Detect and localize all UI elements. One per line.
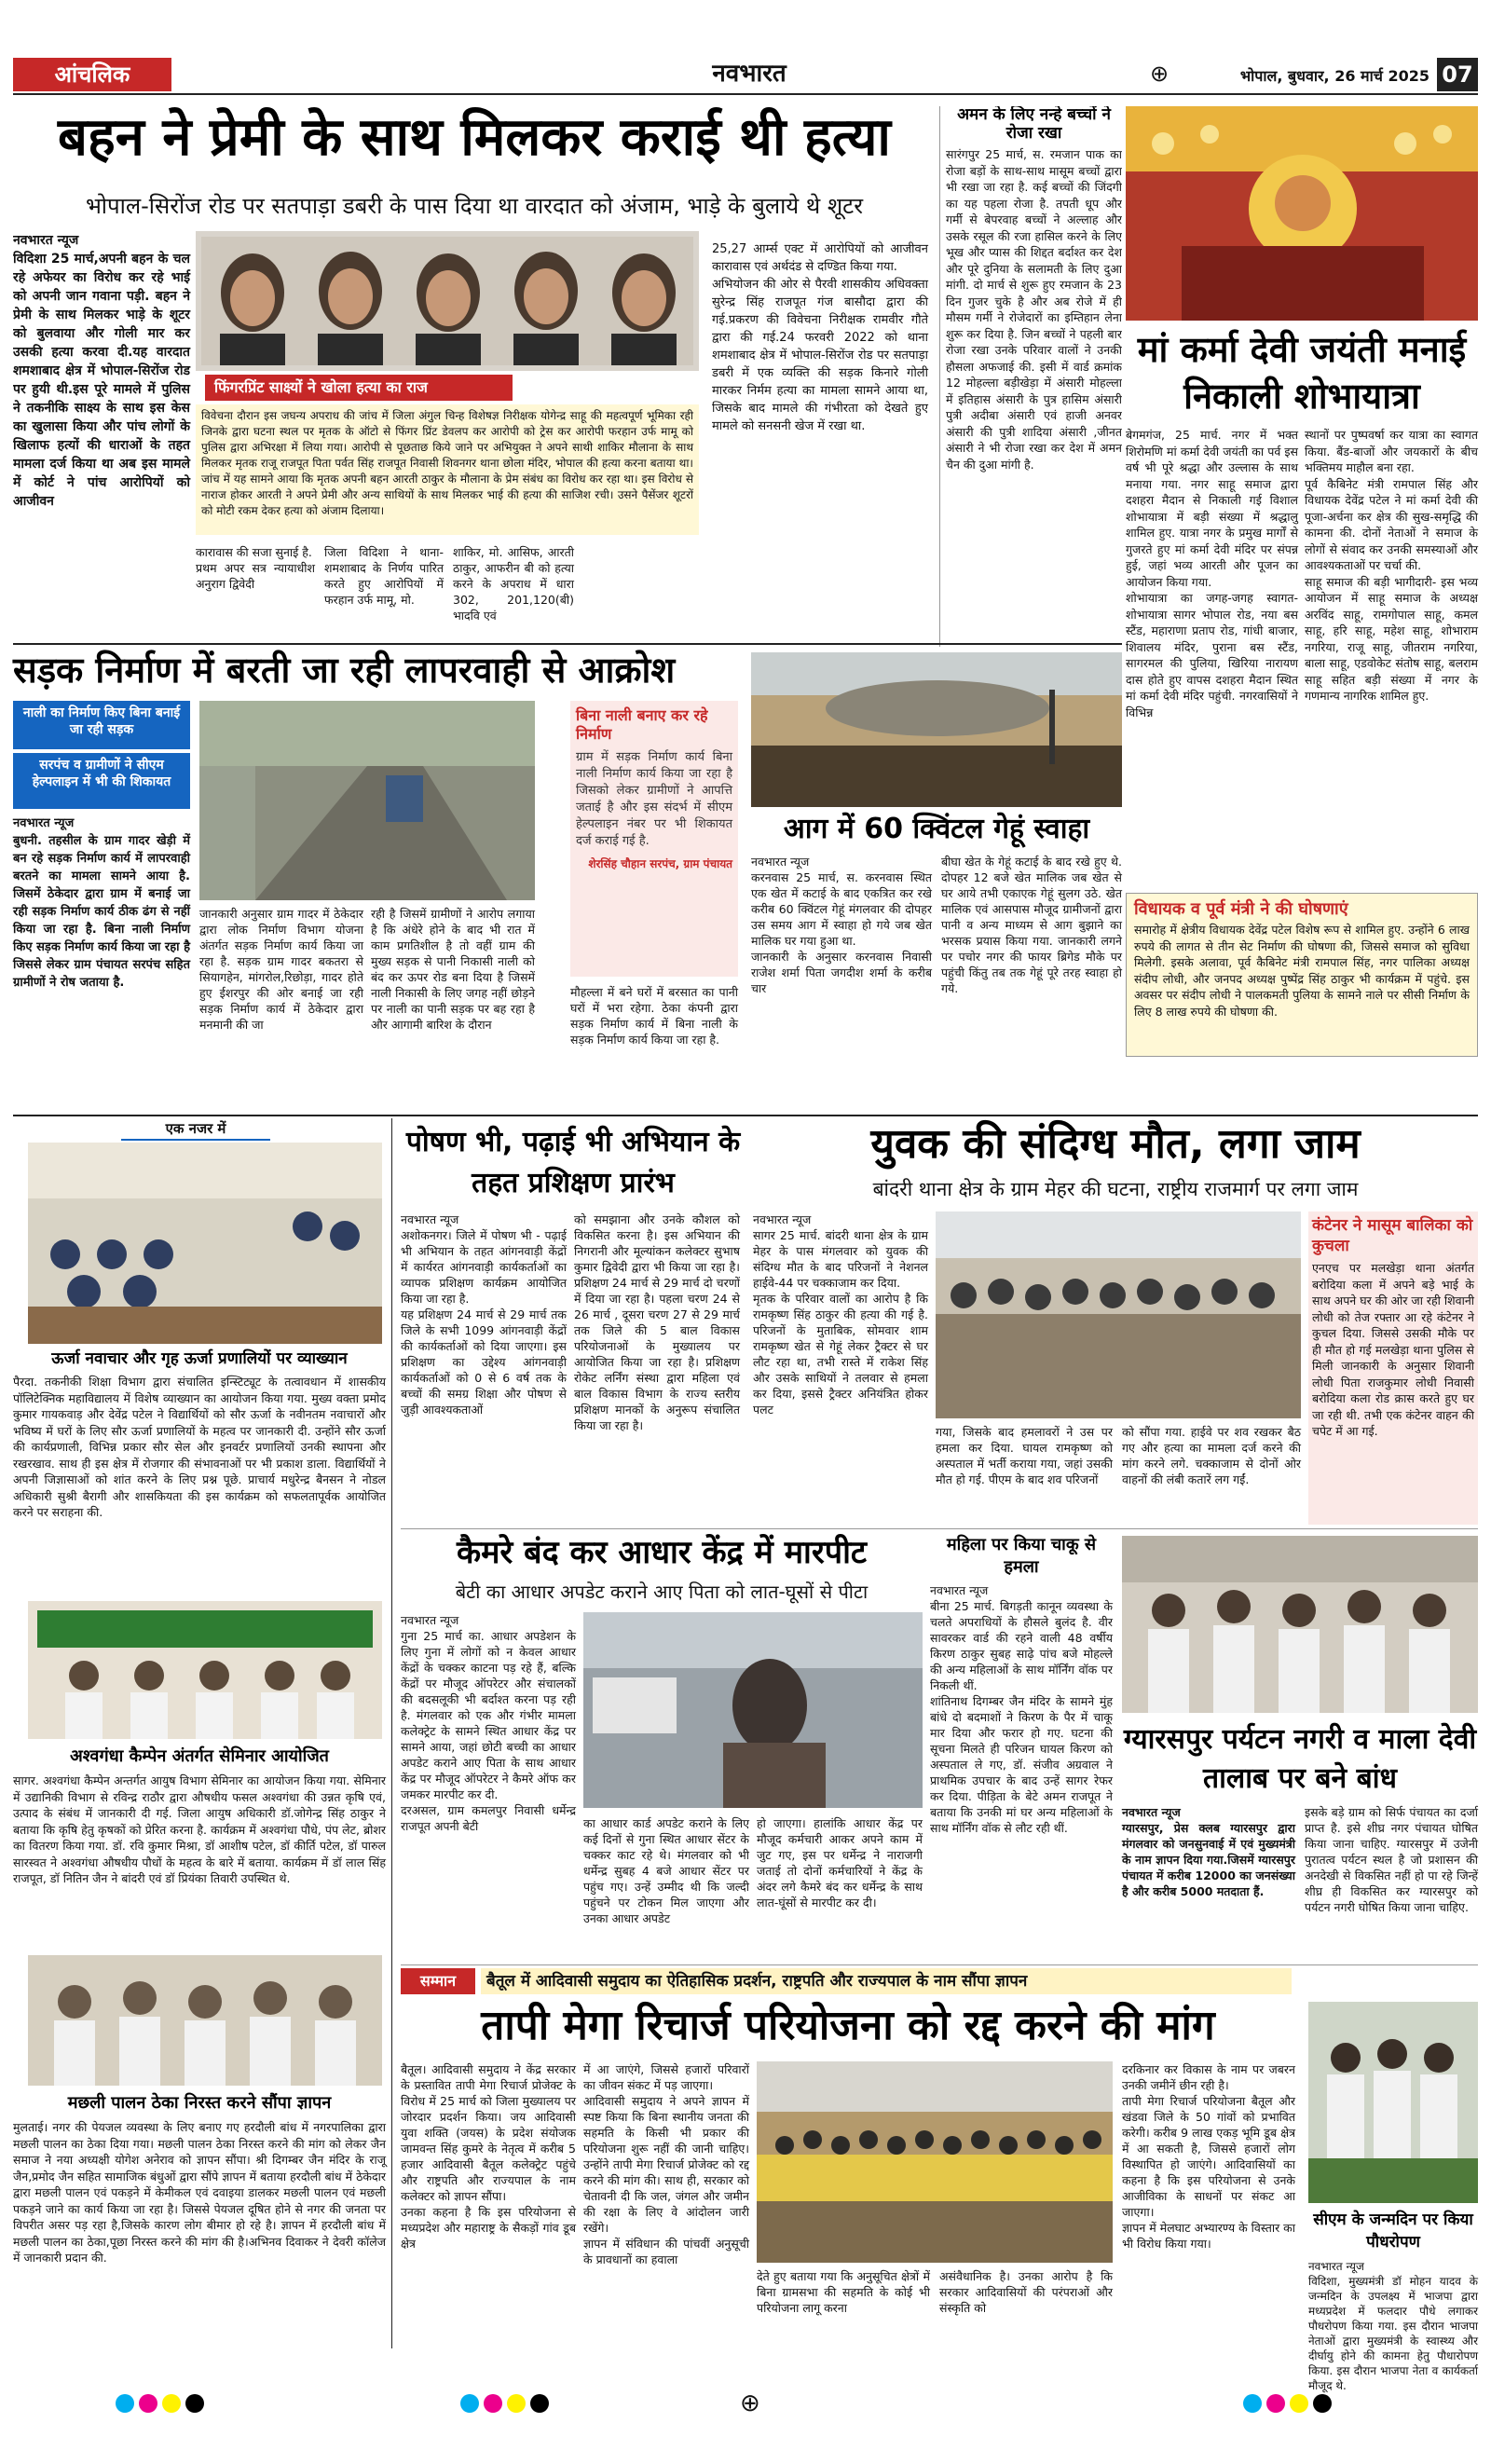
- page-number: 07: [1437, 58, 1478, 91]
- road-image: [199, 701, 535, 900]
- machli-body: मुलताई। नगर की पेयजल व्यवस्था के लिए बनाए गए हरदौली बांध में नगरपालिका द्वारा मछली पालन का ठेका दिया गया। मछली पालन ठेका निरस्त करने की मांग को लेकर जैन समाज ने नया अध्यक्षी योगेश अनेराव को ज्ञापन सौंपा। श्री दिगम्बर जैन मंदिर के राजू जैन,प्रमोद जैन सहित सामाजिक बंधुओं द्वारा सौंपे ज्ञापन में बताया हरदौली बांध में ठेकेदार द्वारा मछली पालन एवं पकड़ने में केमीकल एवं दवाइया डालकर मछली पालन एवं मछली पकड़ने जाने का कार्य किया जा रहा है। जिससे पेयजल दूषित होने से नगर की जनता पर विपरीत असर पड़ रहा है,जिसके कारण लोग बीमार हो रहे है। ज्ञापन में हरदौली बांध में मछली पालन का ठेका,पूछा निरस्त करने की मांग की है।अभिनव दिवाकर ने देवरी कॉलेज में जानकारी प्रदान की.: [13, 2120, 386, 2265]
- gehu-headline: आग में 60 क्विंटल गेहूं स्वाहा: [783, 813, 1090, 845]
- urja-photo: [28, 1143, 382, 1344]
- tapi-col5: दरकिनार कर विकास के नाम पर जबरन उनकी जमीनें छीन रही है। तापी मेगा रिचार्ज परियोजना बैतूल और खंडवा जिले के 50 गांवों को प्रभावित करेगी। करीब 9 लाख एकड़ भूमि डूब क्षेत्र में आ सकती है, जिससे हजारों लोग विस्थापित हो जाएंगे। आदिवासियों का कहना है कि इस परियोजना से उनके आजीविका के साधनों पर संकट आ जाएगा। ज्ञापन में मेलघाट अभ्यारण्य के विस्तार का भी विरोध किया गया।: [1122, 2062, 1295, 2251]
- sadak-box2: सरपंच व ग्रामीणों ने सीएम हेल्पलाइन में भी की शिकायत: [13, 753, 190, 809]
- lead-col1: नवभारत न्यूज विदिशा 25 मार्च,अपनी बहन के चल रहे अफेयर का विरोध कर रहे भाई को अपनी जान गवाना पड़ी. बहन ने प्रेमी के साथ मिलकर भाड़े के शूटर को बुलवाया और गोली मार कर उसकी हत्या करवा दी.यह वारदात शमशाबाद क्षेत्र में भोपाल-सिरोंज रोड पर हुयी थी.इस पूरे मामले में पुलिस ने तकनीकि साक्ष्य के साथ इस केस का खुलासा किया और पांच लोगों के खिलाफ हत्यों की धाराओं के तहत मामला दर्ज किया था अब इस मामले में कोर्ट ने पांच आरोपियों को आजीवन: [13, 233, 190, 509]
- aadhar-col3: हो जाएगा। हालांकि आधार केंद्र पर मौजूद कर्मचारी आकर अपने काम में जुट गए, इस पर धर्मेन्द्र ने नाराजगी जताई तो दोनों कर्मचारियों ने केंद्र के अंदर लगे कैमरे बंद कर धर्मेन्द्र के साथ लात-घूंसों से मारपीट कर दी।: [757, 1816, 923, 1910]
- gehu-col1: नवभारत न्यूज करनवास 25 मार्च, स. करनवास स्थित एक खेत में कटाई के बाद एकत्रित कर रखे करीब 60 क्विंटल गेहूं मंगलवार की दोपहर उस समय आग में स्वाहा हो गये जब खेत मालिक घर गया हुआ था. जानकारी के अनुसार करनवास निवासी राजेश शर्मा पिता जगदीश शर्मा के करीब चार: [751, 855, 932, 995]
- sadak-col4: मौहल्ला में बने घरों में बरसात का पानी घरों में भरा रहेगा. ठेका कंपनी द्वारा सड़क निर्माण कार्य में बिना नाली के सड़क निर्माण कार्य किया जा रहा है.: [570, 985, 738, 1047]
- cm-photo: [1308, 2002, 1478, 2203]
- suspects-photo: [196, 231, 699, 371]
- vidhayak-body: समारोह में क्षेत्रीय विधायक देवेंद्र पटेल विशेष रूप से शामिल हुए. उन्होंने 6 लाख रुपये की लागत से तीन सेट निर्माण की घोषणा की, जिससे समाज को सुविधा मिलेगी. इसके अलावा, पूर्व कैबिनेट मंत्री रामपाल सिंह, नगर पालिका अध्यक्ष संदीप लोधी, और जनपद अध्यक्ष पुष्पेंद्र सिंह ठाकुर भी कार्यक्रम में पहुंचे. इस अवसर पर संदीप लोधी ने पालकमती पुलिया के सामने नाले पर सीसी निर्माण के लिए 8 लाख रुपये की घोषणा की.: [1134, 923, 1470, 1019]
- container-headline: कंटेनर ने मासूम बालिका को कुचला: [1312, 1216, 1473, 1255]
- tapi-tag: सम्मान: [401, 1968, 475, 1994]
- aadhar-center-image: [583, 1612, 923, 1808]
- karma-col1: बेगमगंज, 25 मार्च. नगर में भक्त शिरोमणि मां कर्मा देवी जयंती का पर्व इस वर्ष भी पूरे श्रद्धा और उल्लास के साथ मनाया गया. नगर साहू समाज द्वारा दशहरा मैदान से निकाली गई विशाल शोभायात्रा में बड़ी संख्या में श्रद्धालु शामिल हुए. यात्रा नगर के प्रमुख मार्गों से गुजरते हुए मां कर्मा देवी मंदिर पर संपन्न हुई, जहां भव्य आरती और पूजन का आयोजन किया गया. शोभायात्रा का जगह-जगह स्वागत- शोभायात्रा सागर भोपाल रोड, नया बस स्टैंड, महाराणा प्रताप रोड, गांधी बाजार, शिवालय मंदिर, पुराना बस स्टैंड, सागरमल की पुलिया, खिरिया नारायण दास होते हुए वापस दशहरा मैदान स्थित मां कर्मा देवी मंदिर पहुंची. नगरवासियों ने विभिन्न: [1126, 428, 1298, 719]
- plantation-image: [1308, 2002, 1478, 2203]
- seminar-image: [28, 1601, 382, 1739]
- lead-col2: कारावास की सजा सुनाई है. प्रथम अपर सत्र न्यायाधीश अनुराग द्विवेदी: [196, 545, 315, 591]
- aadhar-subhead: बेटी का आधार अपडेट कराने आए पिता को लात-घूसों से पीटा: [455, 1581, 869, 1603]
- gyaras-headline: ग्यारसपुर पर्यटन नगरी व माला देवी तालाब पर बने बांध: [1123, 1723, 1477, 1795]
- color-bar-mid: [460, 2393, 554, 2413]
- aadhar-photo: [583, 1612, 923, 1808]
- section-label: आंचलिक: [13, 58, 171, 91]
- print-marks: [13, 2386, 1478, 2423]
- date-line: भोपाल, बुधवार, 26 मार्च 2025: [1239, 67, 1429, 85]
- lead-subhead: भोपाल-सिरोंज रोड पर सतपाड़ा डबरी के पास दिया था वारदात को अंजाम, भाड़े के बुलाये थे शूटर: [85, 193, 864, 219]
- roza-story: [939, 106, 1122, 647]
- yuvak-headline: युवक की संदिग्ध मौत, लगा जाम: [870, 1120, 1361, 1168]
- sadak-quote-box: [570, 701, 738, 977]
- protest-image: [757, 2061, 1113, 2263]
- sadak-quote-by: शेरसिंह चौहान सरपंच, ग्राम पंचायत: [588, 857, 732, 870]
- ashwa-headline: अश्वगंधा कैम्पेन अंतर्गत सेमिनार आयोजित: [70, 1746, 329, 1766]
- mahila-body: नवभारत न्यूज बीना 25 मार्च. बिगड़ती कानून व्यवस्था के चलते अपराधियों के हौसले बुलंद है. वीर सावरकर वार्ड की रहने वाली 48 वर्षीय किरण ठाकुर सुबह साढ़े पांच बजे मोहल्ले की अन्य महिलाओं के साथ मॉर्निंग वॉक पर निकली थीं. शांतिनाथ दिगम्बर जैन मंदिर के सामने मुंह बांधे दो बदमाशों ने किरण के पैर में चाकू मार दिया और फरार हो गए. घटना की सूचना मिलते ही परिजन घायल किरण को अस्पताल ले गए, डॉ. संजीव अग्रवाल ने प्राथमिक उपचार के बाद उन्हें सागर रेफर कर दिया. पीड़िता के बेटे अमन राजपूत ने बताया कि उनकी मां घर अन्य महिलाओं के साथ मॉर्निंग वॉक से लौट रही थीं.: [930, 1583, 1113, 1835]
- lead-story: [13, 101, 936, 641]
- tapi-col2: में आ जाएंगे, जिससे हजारों परिवारों का जीवन संकट में पड़ जाएगा। आदिवासी समुदाय ने अपने ज्ञापन में स्पष्ट किया कि बिना स्थानीय जनता की सहमति के किसी भी प्रकार की परियोजना शुरू नहीं की जानी चाहिए। उन्होंने तापी मेगा रिचार्ज प्रोजेक्ट को रद्द करने की मांग की। साथ ही, सरकार को चेतावनी दी कि जल, जंगल और जमीन की रक्षा के लिए वे आंदोलन जारी रखेंगे। ज्ञापन में संविधान की पांचवीं अनुसूची के प्रावधानों का हवाला: [583, 2062, 749, 2266]
- lead-headline: बहन ने प्रेमी के साथ मिलकर कराई थी हत्या: [58, 107, 891, 168]
- tapi-col1: बैतूल। आदिवासी समुदाय ने केंद्र सरकार के प्रस्तावित तापी मेगा रिचार्ज प्रोजेक्ट के विरोध में 25 मार्च को जिला मुख्यालय पर जोरदार प्रदर्शन किया। जय आदिवासी युवा शक्ति (जयस) के प्रदेश संयोजक जामवन्त सिंह कुमरे के नेतृत्व में करीब 5 हजार आदिवासी बैतूल कलेक्ट्रेट पहुंचे और राष्ट्रपति और राज्यपाल के नाम कलेक्टर को ज्ञापन सौंपा। उनका कहना है कि इस परियोजना से मध्यप्रदेश और महाराष्ट्र के सैकड़ों गांव डूब क्षेत्र: [401, 2062, 576, 2251]
- press-club-image: [1122, 1536, 1478, 1713]
- aadhar-col2: का आधार कार्ड अपडेट कराने के लिए कई दिनों से गुना स्थित आधार सेंटर के चक्कर काट रहे थे। मंगलवार को भी धर्मेन्द्र सुबह 4 बजे आधार सेंटर पर पहुंच गए। उन्हें उम्मीद थी कि जल्दी पहुंचने पर टोकन मिल जाएगा और उनका आधार अपडेट: [583, 1816, 749, 1925]
- vidhayak-box: [1126, 893, 1478, 1057]
- poshan-col2: को समझाना और उनके कौशल को विकसित करना है। इस अभियान की निगरानी और मूल्यांकन कलेक्टर सुभाष कुमार द्विवेदी द्वारा भी किया जा रहा है। प्रशिक्षण 24 मार्च से 29 मार्च दो चरणों में दिया जा रहा है। पहला चरण 24 से 26 मार्च , दूसरा चरण 27 से 29 मार्च तक जिले की 5 बाल विकास परियोजनाओं के मुख्यालय पर आयोजित किया जा रहा है। प्रशिक्षण रोकेट लर्निंग संस्था द्वारा महिला एवं बाल विकास विभाग के राज्य स्तरीय प्रशिक्षण मानकों के अनुरूप संचालित किया जा रहा है।: [574, 1212, 740, 1432]
- classroom-image: [28, 1143, 382, 1344]
- aadhar-headline: कैमरे बंद कर आधार केंद्र में मारपीट: [456, 1534, 868, 1571]
- lead-col4: शाकिर, मो. आसिफ, आरती ठाकुर, आफरीन बी को हत्या करने के अपराध में धारा 302, 201,120(बी) भादवि एवं: [453, 545, 574, 623]
- poshan-headline: पोषण भी, पढ़ाई भी अभियान के तहत प्रशिक्षण प्रारंभ: [405, 1126, 741, 1199]
- yuvak-col2: गया, जिसके बाद हमलावरों ने उस पर हमला कर दिया. घायल रामकृष्ण को अस्पताल में भर्ती कराया गया, जहां उसकी मौत हो गई. पीएम के बाद शव परिजनों: [936, 1425, 1113, 1486]
- cm-headline: सीएम के जन्मदिन पर किया पौधरोपण: [1313, 2211, 1473, 2252]
- container-box: [1308, 1211, 1478, 1525]
- crowd-image: [936, 1211, 1301, 1418]
- sadak-box1: नाली का निर्माण किए बिना बनाई जा रही सड़क: [13, 701, 190, 749]
- container-body: एनएच पर मलखेड़ा थाना अंतर्गत बरोदिया कला में अपने बड़े भाई के साथ अपने घर की ओर जा रही शिवानी लोधी को तेज रफ्तार आ रहे कंटेनर ने कुचल दिया. जिससे उसकी मौके पर ही मौत हो गई मलखेड़ा थाना पुलिस से मिली जानकारी के अनुसार शिवानी लोधी पिता राजकुमार लोधी निवासी बरोदिया कला रोड क्रास करते हुए घर जा रही थी. तभी एक कंटेनर वाहन की चपेट में आ गई.: [1312, 1261, 1474, 1438]
- gyaras-col1: नवभारत न्यूज ग्यारसपुर, प्रेस क्लब ग्यारसपुर द्वारा मंगलवार को जनसुनवाई में एवं मुख्यमंत्री के नाम ज्ञापन दिया गया.जिसमें ग्यारसपुर पंचायत में करीब 12000 का जनसंख्या है और करीब 5000 मतदाता हैं.: [1122, 1805, 1295, 1898]
- memorandum-image: [28, 1955, 382, 2086]
- ashwa-photo: [28, 1601, 382, 1739]
- tapi-photo: [757, 2061, 1113, 2263]
- registration-mark-center: ⊕: [740, 2389, 760, 2417]
- machli-photo: [28, 1955, 382, 2086]
- urja-body: पैरदा. तकनीकी शिक्षा विभाग द्वारा संचालित इन्स्टिट्यूट के तत्वावधान में शासकीय पॉलिटेक्निक महाविद्यालय में विशेष व्याख्यान का आयोजन किया गया. मुख्य वक्ता प्रमोद कुमार गायकवाड़ और देवेंद्र पटेल ने विद्यार्थियों को सौर ऊर्जा के नवीनतम नवाचारों और भविष्य में घरों के लिए सौर ऊर्जा प्रणालियों के महत्व पर जानकारी दी. उन्होंने सौर ऊर्जा की कार्यप्रणाली, विभिन्न प्रकार सौर सेल और इनवर्टर प्रणालियों उनकी स्थापना और रखरखाव. साथ ही इस क्षेत्र में रोजगार की संभावनाओं पर भी प्रकाश डाला. विद्यार्थियों ने अपनी जिज्ञासाओं को शांत करने के लिए प्रश्न पूछे. प्राचार्य मधुरेन्द्र बैनसन ने नोडल अधिकारी सुश्री बैरागी और शासकियता की इस कार्यक्रम को सफलतापूर्वक आयोजित करने पर सराहना की.: [13, 1375, 386, 1519]
- karma-photo: [1126, 106, 1478, 321]
- fingerprint-redline: फिंगरप्रिंट साक्ष्यों ने खोला हत्या का राज: [205, 375, 513, 401]
- sadak-photo: [199, 701, 535, 900]
- lead-col3: जिला विदिशा ने थाना-शमशाबाद के निर्णय पारित करते हुए आरोपियों में फरहान उर्फ मामू, मो.: [324, 545, 444, 607]
- yuvak-col1: नवभारत न्यूज सागर 25 मार्च. बांदरी थाना क्षेत्र के ग्राम मेहर के पास मंगलवार को युवक की संदिग्ध मौत के बाद परिजनों ने नेशनल हाईवे-44 पर चक्काजाम कर दिया. मृतक के परिवार वालों का आरोप है कि रामकृष्ण सिंह ठाकुर की हत्या की गई है. परिजनों के मुताबिक, सोमवार शाम रामकृष्ण खेत से गेहूं लेकर ट्रैक्टर से घर लौट रहा था, तभी रास्ते में राकेश सिंह और उसके साथियों ने तलवार से हमला कर दिया, इससे ट्रैक्टर अनियंत्रित होकर पलट: [753, 1212, 928, 1417]
- masthead: [13, 52, 1478, 95]
- sadak-headline: सड़क निर्माण में बरती जा रही लापरवाही से आक्रोश: [13, 650, 676, 691]
- sadak-col1: नवभारत न्यूज बुधनी. तहसील के ग्राम गादर खेड़ी में बन रहे सड़क निर्माण कार्य में लापरवाही बरतने का मामला सामने आया है. जिसमें ठेकेदार द्वारा ग्राम में बनाई जा रही सड़क निर्माण कार्य ठीक ढंग से नहीं किया जा रहा है. बिना नाली निर्माण किए सड़क निर्माण कार्य किया जा रहा है जिससे लेकर ग्राम पंचायत सरपंच सहित ग्रामीणों ने रोष जताया है.: [13, 816, 190, 990]
- karma-headline: मां कर्मा देवी जयंती मनाई निकाली शोभायात्रा: [1137, 329, 1467, 417]
- yuvak-photo: [936, 1211, 1301, 1418]
- color-bar-right: [1243, 2393, 1336, 2413]
- gyaras-col2: इसके बड़े ग्राम को सिर्फ पंचायत का दर्जा प्राप्त है. इसे शीघ्र नगर पंचायत घोषित किया जाना चाहिए. ग्यारसपुर में उजेनी पुरातत्व पर्यटन स्थल है जो प्रशासन की अनदेखी से विकसित नहीं हो पा रहे जिन्हें शीघ्र ही विकसित कर ग्यारसपुर को पर्यटन नगरी घोषित किया जाना चाहिए.: [1305, 1805, 1478, 1914]
- yuvak-subhead: बांदरी थाना क्षेत्र के ग्राम मेहर की घटना, राष्ट्रीय राजमार्ग पर लगा जाम: [872, 1178, 1359, 1200]
- tapi-col4: असंवैधानिक है। उनका आरोप है कि सरकार आदिवासियों की परंपराओं और संस्कृति को: [939, 2269, 1113, 2315]
- lead-col5: 25,27 आर्म्स एक्ट में आरोपियों को आजीवन कारावास एवं अर्थदंड से दण्डित किया गया. अभियोजन की ओर से पैरवी शासकीय अधिवक्ता सुरेन्द्र सिंह राजपूत गंज बासौदा द्वारा की गई.प्रकरण की विवेचना निरीक्षक रामवीर गौते द्वारा की गई.24 फरवरी 2022 को थाना शमशाबाद क्षेत्र में भोपाल-सिरोंज रोड पर सतपाड़ा डबरी में एक व्यक्ति की सड़क किनारे गोली मारकर निर्मम हत्या का मामला सामने आया था, जिसके बाद मामले की गंभीरता को देखते हुए मामले को सनसनी खेज में रखा था.: [712, 242, 928, 433]
- eknazar-tag: एक नजर में: [121, 1118, 270, 1141]
- gehu-col2: बीघा खेत के गेहूं कटाई के बाद रखे हुए थे. दोपहर 12 बजे खेत मालिक जब खेत से घर आये तभी एकाएक गेहूं सुलग उठे. खेत मालिक एवं आसपास मौजूद ग्रामीजनों द्वारा पानी व अन्य माध्यम से आग बुझाने का भरसक प्रयास किया गया. जानकारी लगने पर पचोर नगर की फायर ब्रिगेड मौके पर पहुंची किंतु तब तक गेहूं पूरे तरह स्वाहा हो गये.: [941, 855, 1122, 995]
- sadak-quote-title: बिना नाली बनाए कर रहे निर्माण: [576, 706, 708, 743]
- paper-name: नवभारत: [712, 60, 787, 88]
- fire-image: [751, 652, 1122, 807]
- karma-col2: स्थानों पर पुष्पवर्षा कर यात्रा का स्वागत किया. बैंड-बाजों और जयकारों के बीच भक्तिमय माहौल बना रहा. पूर्व कैबिनेट मंत्री रामपाल सिंह और विधायक देवेंद्र पटेल ने मां कर्मा देवी की पूजा-अर्चना कर क्षेत्र की सुख-समृद्धि की कामना की. दोनों नेताओं ने समाज के लोगों से संवाद कर उनकी समस्याओं और आवश्यकताओं पर चर्चा की. साहू समाज की बड़ी भागीदारी- इस भव्य आयोजन में साहू समाज के अध्यक्ष अरविंद साहू, रामगोपाल साहू, कमल साहू, हरि साहू, महेश साहू, शोभाराम नगरिया, राजू साहू, जीतराम नगरिया, बाला साहू, एडवोकेट संतोष साहू, बलराम साहू सहित बड़ी संख्या में नगर के गणमान्य नागरिक शामिल हुए.: [1305, 428, 1478, 703]
- roza-headline: अमन के लिए नन्हे बच्चों ने रोजा रखा: [957, 106, 1111, 143]
- suspects-image: [201, 237, 693, 365]
- tapi-kicker: बैतूल में आदिवासी समुदाय का ऐतिहासिक प्रदर्शन, राष्ट्रपति और राज्यपाल के नाम सौंपा ज्ञापन: [481, 1968, 1292, 1994]
- registration-mark: ⊕: [1150, 61, 1170, 87]
- vidhayak-headline: विधायक व पूर्व मंत्री ने की घोषणाएं: [1134, 899, 1348, 919]
- color-bar-left: [116, 2393, 209, 2413]
- ashwa-body: सागर. अश्वगंधा कैम्पेन अन्तर्गत आयुष विभाग सेमिनार का आयोजन किया गया. सेमिनार में उद्यानिकी विभाग से रविन्द्र राठौर द्वारा औषधीय फसल अश्वगंधा की उन्नत कृषि एवं, उत्पाद के संबंध में जानकारी दी गई. जिला आयुष अधिकारी डॉ.जोगेन्द्र सिंह ठाकुर ने बताया कि कृषि हेतु कृषकों को प्रेरित करना है. कार्यक्रम में अश्वगंधा पौधे, पंप लेट, ब्रोशर का वितरण किया गया. डॉ. रवि कुमार मिश्रा, डॉ आशीष पटेल, डॉ कीर्ति पटेल, डॉ पारुल सारस्वत ने अश्वगंधा औषधीय पौधों के महत्व के बारे में बताया. कार्यक्रम में डॉ लाल सिंह राजपूत, डॉ नितिन जैन ने बांदरी एवं डॉ प्रियंका तिवारी उपस्थित थे.: [13, 1773, 386, 1885]
- procession-image: [1126, 106, 1478, 321]
- gehu-photo: [751, 652, 1122, 807]
- machli-headline: मछली पालन ठेका निरस्त करने सौंपा ज्ञापन: [67, 2093, 332, 2113]
- sadak-col3: रही है जिसमें ग्रामीणों ने आरोप लगाया है कि अंधेरे होने के बाद भी रात में काम प्रगतिशील है तो वहीं ग्राम की मुख्य सड़क से पानी निकासी नाली को बंद कर ऊपर रोड बना दिया है जिसमें नाली निकासी के लिए जगह नहीं छोड़ने पर नाली का पानी सड़क पर बह रहा है और आगामी बारिश के दौरान: [371, 907, 535, 1032]
- mahila-headline: महिला पर किया चाकू से हमला: [946, 1535, 1097, 1577]
- poshan-col1: नवभारत न्यूज अशोकनगर। जिले में पोषण भी - पढ़ाई भी अभियान के तहत आंगनवाड़ी केंद्रों में कार्यरत आंगनवाड़ी कार्यकर्ताओं का व्यापक प्रशिक्षण कार्यक्रम आयोजित किया जा रहा है. यह प्रशिक्षण 24 मार्च से 29 मार्च तक जिले के सभी 1099 आंगनवाड़ी केंद्रों की कार्यकर्ताओं को दिया जाएगा। इस प्रशिक्षण का उद्देश्य आंगनवाड़ी कार्यकर्ताओं को 0 से 6 वर्ष तक के बच्चों की समग्र शिक्षा और पोषण से जुड़ी आवश्यकताओं: [401, 1212, 567, 1417]
- yuvak-col3: को सौंपा गया. हाईवे पर शव रखकर बैठ गए और हत्या का मामला दर्ज करने की मांग करने लगे. चक्काजाम से दोनों ओर वाहनों की लंबी कतारें लग गईं.: [1122, 1425, 1301, 1486]
- gyaras-photo: [1122, 1536, 1478, 1713]
- tapi-headline: तापी मेगा रिचार्ज परियोजना को रद्द करने की मांग: [481, 2002, 1215, 2049]
- sadak-col2: जानकारी अनुसार ग्राम गादर में ठेकेदार द्वारा लोक निर्माण विभाग योजना अंतर्गत सड़क निर्माण कार्य किया जा रहा है. सड़क ग्राम गादर बकतरा से सियागहेन, मांगरोल,रिछोड़ा, गादर होते हुए ईशरपुर की ओर बनाई जा रही सड़क निर्माण कार्य में ठेकेदार द्वारा मनमानी की जा: [199, 907, 363, 1032]
- tapi-col3: देते हुए बताया गया कि अनुसूचित क्षेत्रों में बिना ग्रामसभा की सहमति के कोई भी परियोजना लागू करना: [757, 2269, 930, 2315]
- cm-body: नवभारत न्यूज विदिशा, मुख्यमंत्री डॉ मोहन यादव के जन्मदिन के उपलक्ष्य में भाजपा द्वारा मध्यप्रदेश में फलदार पौधे लगाकर पौधरोपण किया गया. इस दौरान भाजपा नेताओं द्वारा मुख्यमंत्री के स्वास्थ्य और दीर्घायु होने की कामना हेतु पौधारोपण किया. इस दौरान भाजपा नेता व कार्यकर्ता मौजूद थे.: [1308, 2260, 1478, 2392]
- sadak-quote: ग्राम में सड़क निर्माण कार्य बिना नाली निर्माण कार्य किया जा रहा है जिसको लेकर ग्रामीणों ने आपत्ति जताई है और इस संदर्भ में सीएम हेल्पलाइन नंबर पर भी शिकायत दर्ज कराई गई है.: [576, 750, 732, 848]
- aadhar-col1: नवभारत न्यूज गुना 25 मार्च का. आधार अपडेशन के लिए गुना में लोगों को न केवल आधार केंद्रों के चक्कर काटना पड़ रहे हैं, बल्कि केंद्रों पर मौजूद ऑपरेटर और संचालकों की बदसलूकी भी बर्दाश्त करना पड़ रही है. मंगलवार को एक और गंभीर मामला कलेक्ट्रेट के सामने स्थित आधार केंद्र पर सामने आया, जहां छोटी बच्ची का आधार अपडेट कराने आए पिता के साथ आधार केंद्र पर मौजूद ऑपरेटर ने कैमरे ऑफ कर जमकर मारपीट कर दी. दरअसल, ग्राम कमलपुर निवासी धर्मेन्द्र राजपूत अपनी बेटी: [401, 1613, 576, 1833]
- urja-headline: ऊर्जा नवाचार और गृह ऊर्जा प्रणालियों पर व्याख्यान: [51, 1349, 348, 1368]
- roza-body: सारंगपुर 25 मार्च, स. रमजान पाक का रोजा बड़ों के साथ-साथ मासूम बच्चों द्वारा भी रखा जा रहा है. कई बच्चों की जिंदगी का यह पहला रोजा है. तपती धूप और गर्मी से बेपरवाह बच्चों ने अल्लाह और उसके रसूल की रजा हासिल करने के लिए भूख और प्यास की शिद्दत बर्दाश्त कर देश और पूरे दुनिया के सलामती के लिए दुआ मांगी. दो मार्च से शुरू हुए रमजान के 23 दिन गुजर चुके है और अब रोजे में ही मौसम गर्मी ने रोजेदारों का इम्तिहान लेना शुरू कर दिया है. जिन बच्चों ने पहली बार रोजा रखा उनके परिवार वालों ने उनकी हौसला अफजाई की. इसी में वार्ड क्रमांक 12 मोहल्ला बड़ीखेड़ा में अंसारी मोहल्ला में इतिहास अंसारी के पुत्र हासिम अंसारी पुत्री अदीबा अंसारी एवं हाजी अनवर अंसारी की पुत्री शादिया अंसारी ,जीनत अंसारी ने भी रोजा रखा कर देश में अमन चैन की दुआ मांगी है.: [946, 147, 1122, 472]
- fingerprint-box: विवेचना दौरान इस जघन्य अपराध की जांच में जिला अंगुल चिन्ह विशेषज्ञ निरीक्षक योगेन्द्र साहू की महत्वपूर्ण भूमिका रही जिनके द्वारा घटना स्थल पर मृतक के ऑटो से फिंगर प्रिंट डेवलप कर आरोपी को ट्रेस कर आरोपी फरहान उर्फ मामू को पुलिस द्वारा अभिरक्षा में लिया गया। आरोपी से पूछताछ किये जाने पर अभियुक्त ने अपने साथी शाकिर मौलाना के साथ मिलकर मृतक राजू राजपूत पिता पर्वत सिंह राजपूत निवासी शिवनगर थाना छोला मंदिर, भोपाल की हत्या करना बताया था। जांच में यह सामने आया कि मृतक अपनी बहन आरती ठाकुर के मौलाना के प्रेम संबंध का विरोध कर रहा था। इस विरोध से नाराज होकर आरती ने अपने प्रेमी और अन्य साथियों के साथ मिलकर भाई की हत्या की साजिश रची। उसने पैसेंजर शूटरों को मोटी रकम देकर हत्या को अंजाम दिलाया।: [196, 404, 699, 535]
